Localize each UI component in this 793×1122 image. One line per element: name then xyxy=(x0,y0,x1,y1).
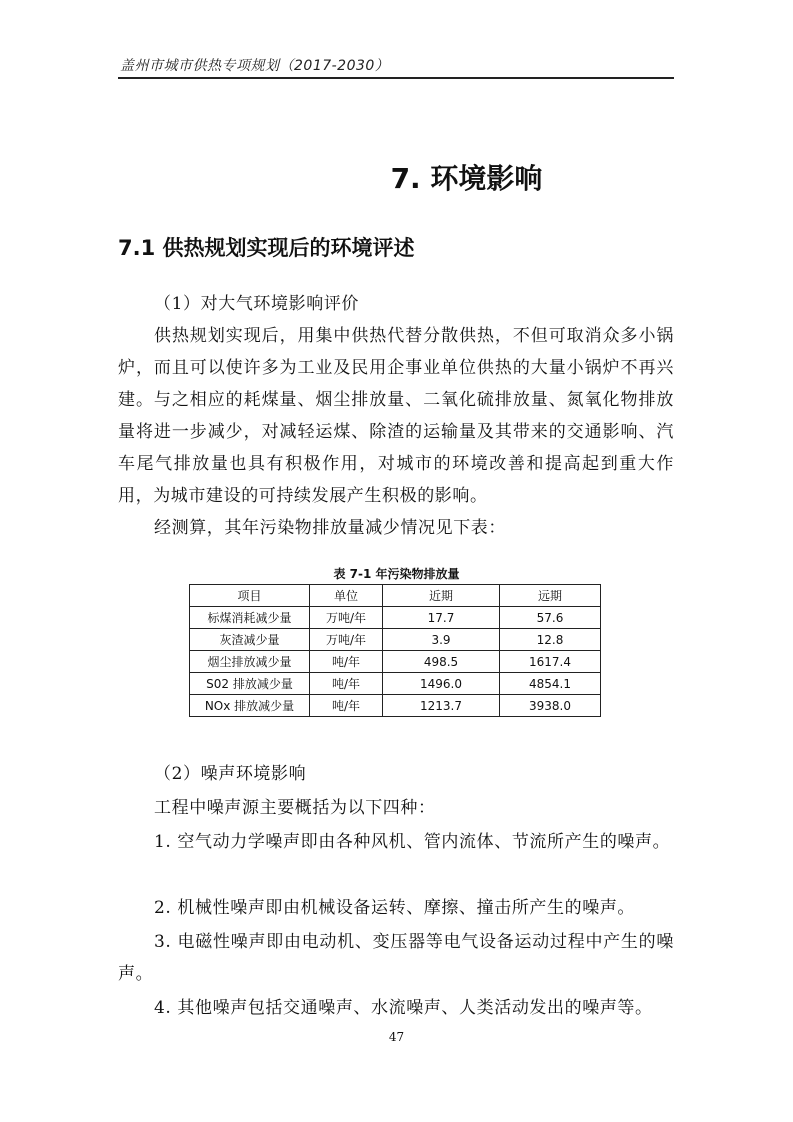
table-cell: 1496.0 xyxy=(383,673,500,695)
table-header-row xyxy=(190,585,601,607)
subsection-heading-air: （1）对大气环境影响评价 xyxy=(154,294,360,314)
table-cell: 3.9 xyxy=(383,629,500,651)
column-header-long-term: 远期 xyxy=(500,585,601,607)
paragraph-air-impact: 供热规划实现后，用集中供热代替分散供热，不但可取消众多小锅炉，而且可以使许多为工业及民用企事业单位供热的大量小锅炉不再兴建。与之相应的耗煤量、烟尘排放量、二氧化硫排放量、氮氧化物排放量将进一步减少，对减轻运煤、除渣的运输量及其带来的交通影响、汽车尾气排放量也具有积极作用，对城市的环境改善和提高起到重大作用，为城市建设的可持续发展产生积极的影响。 xyxy=(118,326,674,506)
table-cell: 吨/年 xyxy=(310,695,383,717)
table-cell: 3938.0 xyxy=(500,695,601,717)
table-cell: 万吨/年 xyxy=(310,629,383,651)
running-header: 盖州市城市供热专项规划（2017-2030） xyxy=(120,58,390,74)
table-row xyxy=(190,651,601,673)
table-cell: 1617.4 xyxy=(500,651,601,673)
column-header-unit: 单位 xyxy=(310,585,383,607)
table-row xyxy=(190,673,601,695)
pollutant-table xyxy=(189,584,601,717)
table-cell: 烟尘排放减少量 xyxy=(190,651,310,673)
table-row xyxy=(190,607,601,629)
column-header-item: 项目 xyxy=(190,585,310,607)
list-item-noise-mechanical: 2. 机械性噪声即由机械设备运转、摩擦、撞击所产生的噪声。 xyxy=(154,898,636,918)
table-cell: 灰渣减少量 xyxy=(190,629,310,651)
column-header-near-term: 近期 xyxy=(383,585,500,607)
paragraph-noise-intro: 工程中噪声源主要概括为以下四种： xyxy=(154,798,436,818)
page-number: 47 xyxy=(388,1030,405,1044)
table-cell: 4854.1 xyxy=(500,673,601,695)
chapter-title: 7. 环境影响 xyxy=(390,162,543,195)
table-cell: 吨/年 xyxy=(310,673,383,695)
header-divider xyxy=(118,77,674,79)
table-cell: 17.7 xyxy=(383,607,500,629)
table-cell: 标煤消耗减少量 xyxy=(190,607,310,629)
table-caption: 表 7-1 年污染物排放量 xyxy=(333,567,460,581)
table-cell: 57.6 xyxy=(500,607,601,629)
list-item-noise-other: 4. 其他噪声包括交通噪声、水流噪声、人类活动发出的噪声等。 xyxy=(154,998,653,1018)
table-cell: 1213.7 xyxy=(383,695,500,717)
table-cell: 吨/年 xyxy=(310,651,383,673)
table-cell: S02 排放减少量 xyxy=(190,673,310,695)
list-item-noise-electromagnetic: 3. 电磁性噪声即由电动机、变压器等电气设备运动过程中产生的噪声。 xyxy=(118,932,674,984)
table-row xyxy=(190,695,601,717)
table-row xyxy=(190,629,601,651)
paragraph-table-lead: 经测算，其年污染物排放量减少情况见下表： xyxy=(154,518,506,538)
list-item-noise-aerodynamic: 1. 空气动力学噪声即由各种风机、管内流体、节流所产生的噪声。 xyxy=(154,832,671,852)
table-cell: 498.5 xyxy=(383,651,500,673)
table-cell: 万吨/年 xyxy=(310,607,383,629)
section-title: 7.1 供热规划实现后的环境评述 xyxy=(118,236,415,260)
subsection-heading-noise: （2）噪声环境影响 xyxy=(154,764,307,784)
table-cell: 12.8 xyxy=(500,629,601,651)
table-cell: NOx 排放减少量 xyxy=(190,695,310,717)
